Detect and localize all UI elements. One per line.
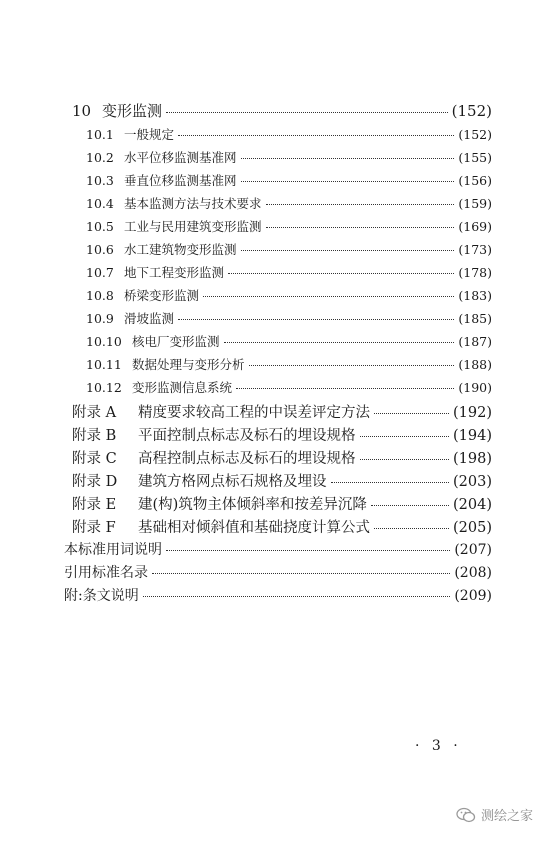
toc-number: 10.7 — [86, 265, 114, 280]
toc-section[interactable] — [86, 171, 492, 189]
toc-number: 附录 F — [72, 520, 116, 536]
toc-number: 附录 B — [72, 428, 117, 444]
toc-number: 10.9 — [86, 311, 114, 326]
toc-page: (190) — [458, 380, 492, 395]
toc-chapter-10[interactable] — [72, 100, 492, 121]
toc-title: 数据处理与变形分析 — [132, 357, 245, 372]
toc-page: (173) — [458, 242, 492, 257]
toc-title: 引用标准名录 — [64, 565, 148, 581]
toc-appendix[interactable] — [72, 401, 492, 422]
toc-page: (209) — [454, 588, 492, 604]
toc-page: (178) — [458, 265, 492, 280]
toc-page: (194) — [453, 428, 492, 444]
toc-section[interactable] — [86, 378, 492, 396]
dot-leader — [166, 112, 448, 113]
toc-number: 10.2 — [86, 150, 114, 165]
toc-number: 10.8 — [86, 288, 114, 303]
toc-appendix[interactable] — [72, 493, 492, 514]
toc-title: 基本监测方法与技术要求 — [124, 196, 262, 211]
toc-page: (185) — [458, 311, 492, 326]
toc-page: (187) — [458, 334, 492, 349]
toc-title: 水平位移监测基准网 — [124, 150, 237, 165]
toc-title: 水工建筑物变形监测 — [124, 242, 237, 257]
dot-leader — [360, 436, 450, 437]
toc-page: (152) — [458, 127, 492, 142]
toc-title: 建(构)筑物主体倾斜率和按差异沉降 — [138, 497, 367, 513]
toc-number: 附录 C — [72, 451, 117, 467]
dot-leader — [360, 459, 450, 460]
toc-page: (208) — [454, 565, 492, 581]
toc-section[interactable] — [86, 263, 492, 281]
toc-title: 核电厂变形监测 — [132, 334, 220, 349]
toc-page: (169) — [458, 219, 492, 234]
toc-title: 平面控制点标志及标石的埋设规格 — [138, 428, 356, 444]
toc-number: 10.5 — [86, 219, 114, 234]
toc-page: (204) — [453, 497, 492, 513]
watermark — [456, 805, 533, 824]
dot-leader — [178, 319, 454, 320]
toc-number: 10.12 — [86, 380, 122, 395]
toc-number: 附录 E — [72, 497, 117, 513]
dot-leader — [224, 342, 455, 343]
dot-leader — [241, 158, 455, 159]
dot-leader — [236, 388, 454, 389]
toc-appendix[interactable] — [72, 424, 492, 445]
toc-section[interactable] — [86, 355, 492, 373]
toc-section[interactable] — [86, 332, 492, 350]
toc-page: (188) — [458, 357, 492, 372]
toc-page: (207) — [454, 542, 492, 558]
dot-leader — [241, 181, 455, 182]
dot-leader — [371, 505, 449, 506]
page-number: · 3 · — [415, 738, 462, 754]
toc-section[interactable] — [86, 309, 492, 327]
dot-leader — [249, 365, 455, 366]
toc-section[interactable] — [86, 217, 492, 235]
toc-title: 变形监测 — [102, 102, 163, 120]
toc-number: 附录 D — [72, 474, 118, 490]
toc-title: 本标准用词说明 — [64, 542, 162, 558]
wechat-icon — [456, 807, 476, 823]
dot-leader — [152, 573, 450, 574]
dot-leader — [178, 135, 454, 136]
dot-leader — [228, 273, 454, 274]
dot-leader — [166, 550, 450, 551]
toc-title: 一般规定 — [124, 127, 175, 142]
toc-title: 高程控制点标志及标石的埋设规格 — [138, 451, 356, 467]
toc-number: 10 — [72, 102, 92, 120]
toc-misc-item[interactable] — [64, 539, 492, 559]
toc-page: (152) — [451, 102, 492, 120]
toc-page: (156) — [458, 173, 492, 188]
toc-number: 10.3 — [86, 173, 114, 188]
toc-number: 10.1 — [86, 127, 114, 142]
toc-section[interactable] — [86, 240, 492, 258]
toc-section[interactable] — [86, 148, 492, 166]
toc-misc-item[interactable] — [64, 585, 492, 605]
toc-title: 建筑方格网点标石规格及埋设 — [138, 474, 327, 490]
toc-title: 基础相对倾斜值和基础挠度计算公式 — [138, 520, 370, 536]
toc-page: (183) — [458, 288, 492, 303]
toc-appendix[interactable] — [72, 447, 492, 468]
dot-leader — [374, 528, 449, 529]
toc-number: 附录 A — [72, 405, 117, 421]
toc-title: 地下工程变形监测 — [124, 265, 225, 280]
toc-number: 10.4 — [86, 196, 114, 211]
toc-page: (198) — [453, 451, 492, 467]
toc-number: 10.10 — [86, 334, 122, 349]
toc-page: (192) — [453, 405, 492, 421]
toc-number: 10.11 — [86, 357, 122, 372]
toc-title: 附:条文说明 — [64, 588, 139, 604]
dot-leader — [143, 596, 451, 597]
dot-leader — [374, 413, 449, 414]
toc-appendix[interactable] — [72, 470, 492, 491]
toc-page: (203) — [453, 474, 492, 490]
dot-leader — [331, 482, 450, 483]
toc-section[interactable] — [86, 286, 492, 304]
toc-title: 工业与民用建筑变形监测 — [124, 219, 262, 234]
toc-title: 变形监测信息系统 — [132, 380, 233, 395]
toc-title: 垂直位移监测基准网 — [124, 173, 237, 188]
toc-appendix[interactable] — [72, 516, 492, 537]
dot-leader — [266, 204, 455, 205]
toc-page: (159) — [458, 196, 492, 211]
toc-number: 10.6 — [86, 242, 114, 257]
toc-section[interactable] — [86, 194, 492, 212]
toc-section[interactable] — [86, 125, 492, 143]
toc-page: (205) — [453, 520, 492, 536]
toc-misc-item[interactable] — [64, 562, 492, 582]
watermark-text: 测绘之家 — [481, 809, 534, 824]
dot-leader — [241, 250, 455, 251]
toc-title: 滑坡监测 — [124, 311, 175, 326]
toc-title: 精度要求较高工程的中误差评定方法 — [138, 405, 370, 421]
dot-leader — [203, 296, 454, 297]
toc-page: (155) — [458, 150, 492, 165]
dot-leader — [266, 227, 455, 228]
toc-title: 桥梁变形监测 — [124, 288, 200, 303]
